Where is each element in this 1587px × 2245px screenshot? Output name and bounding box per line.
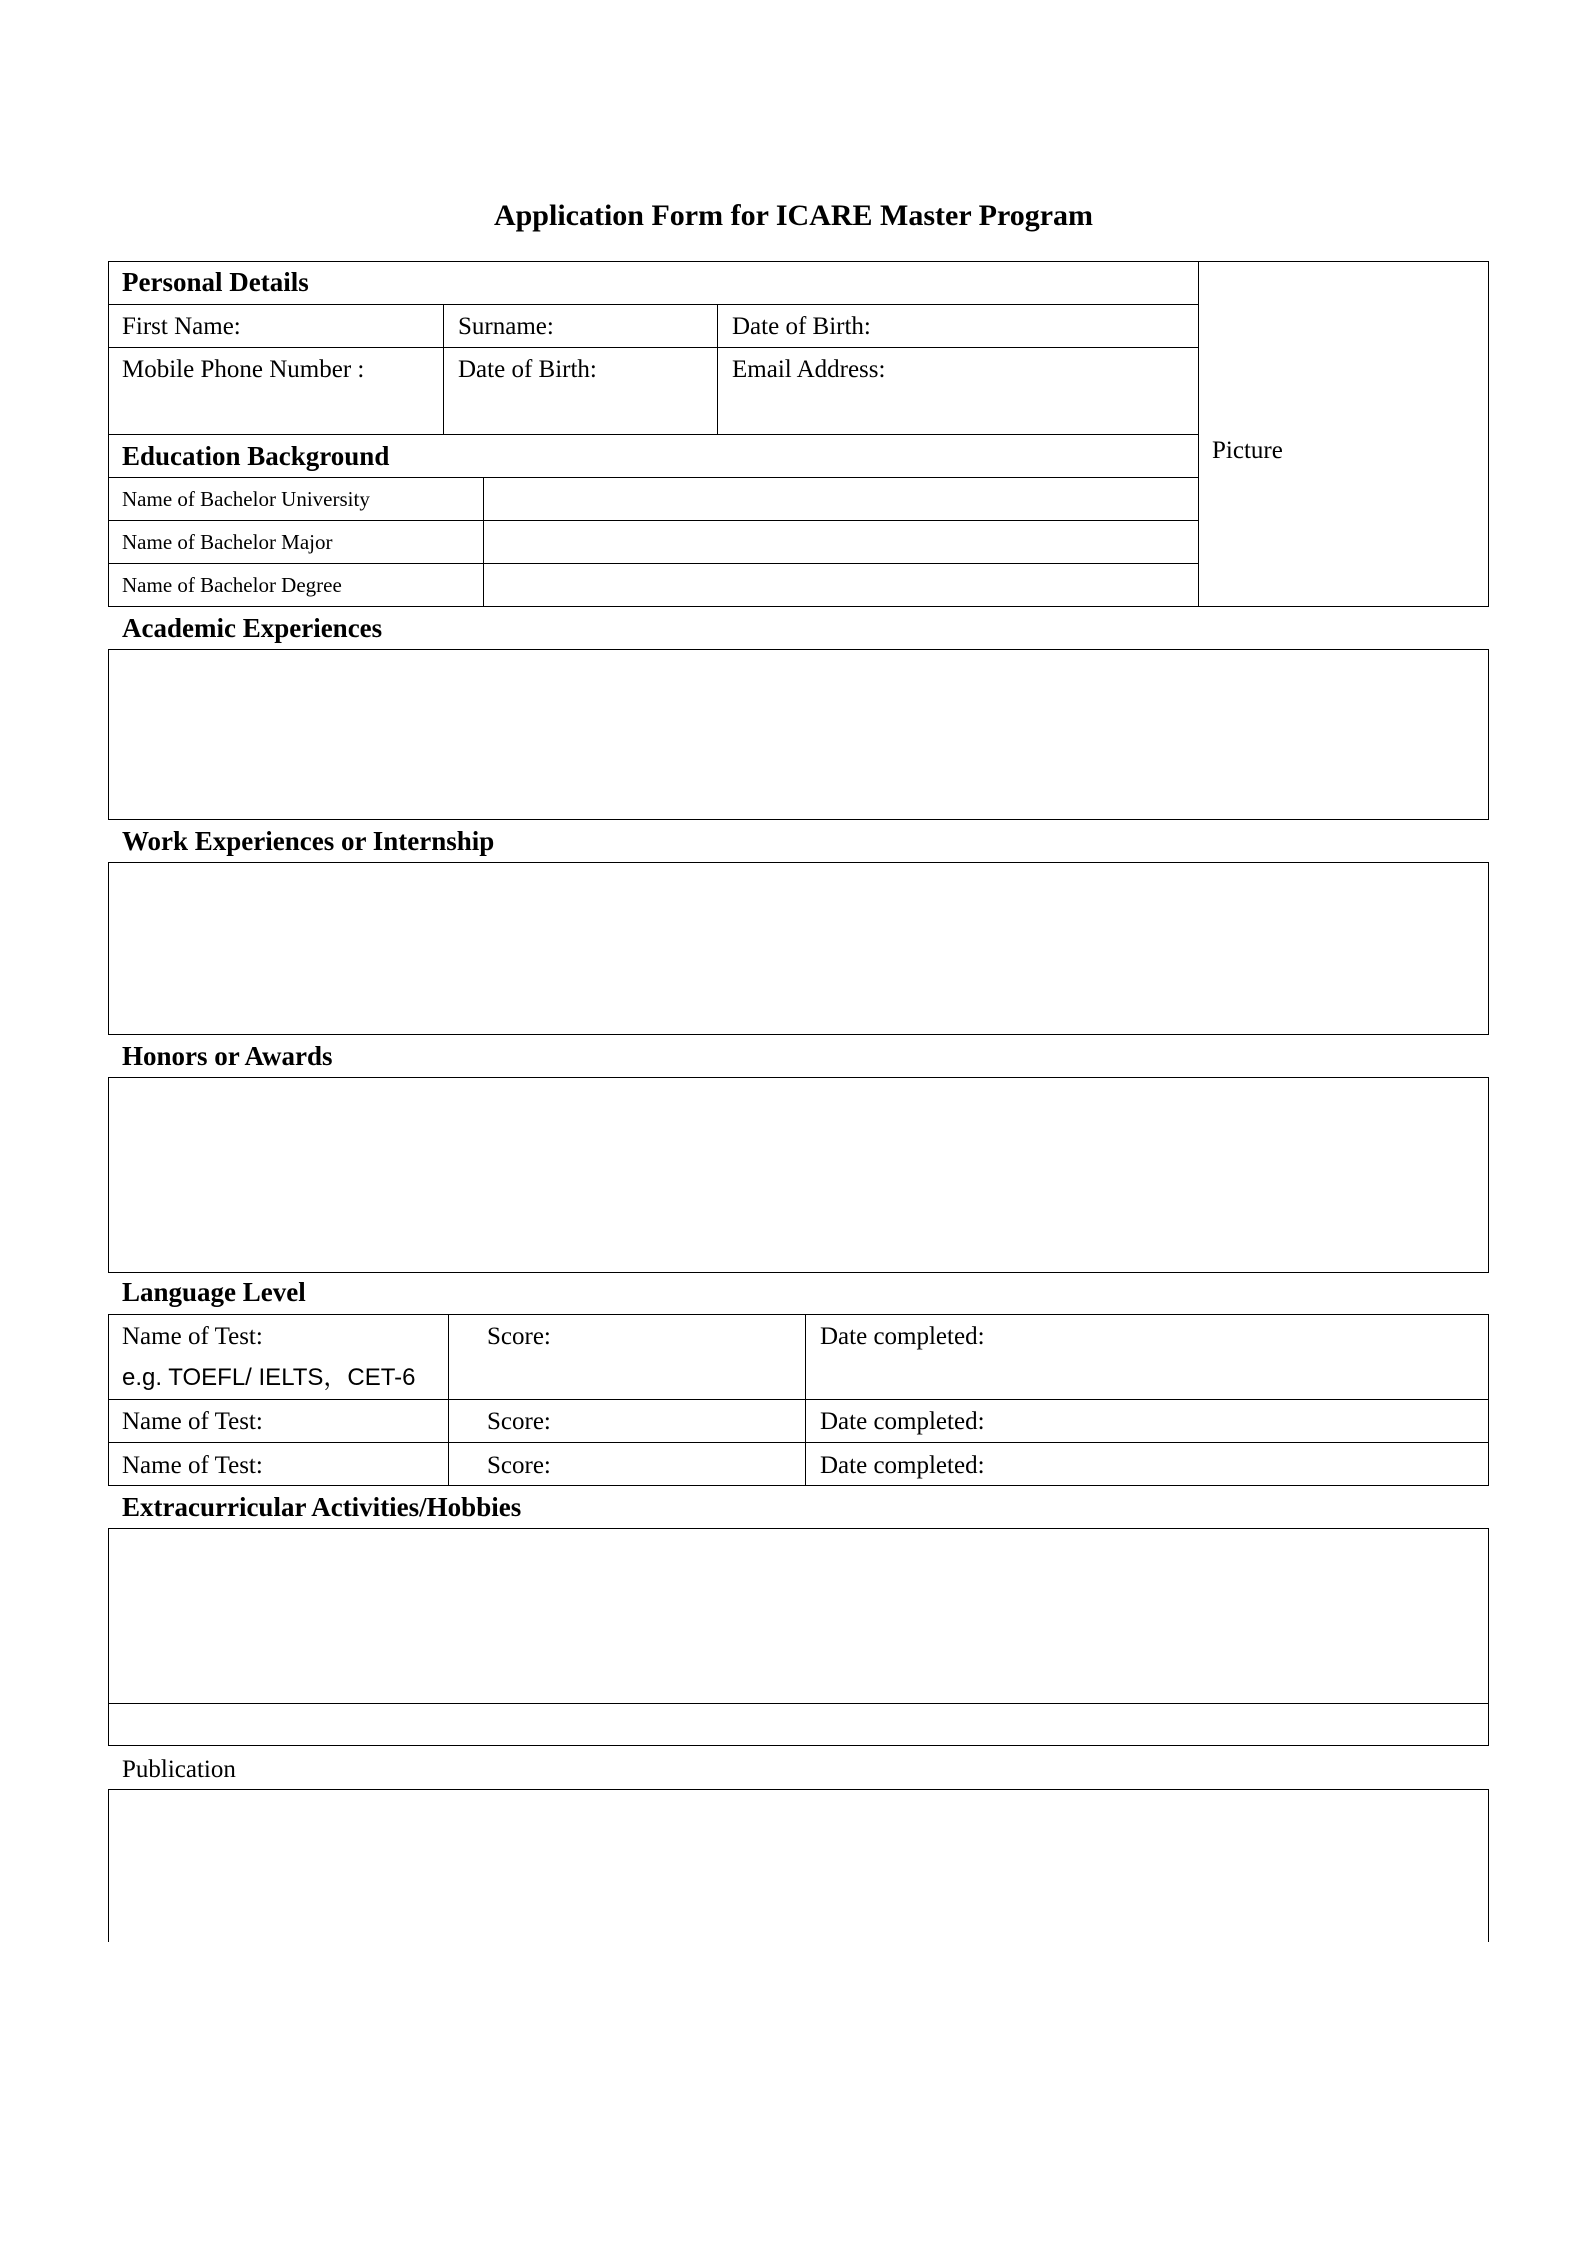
test-name-label-1: Name of Test: [122, 1323, 263, 1350]
date-of-birth-label-2: Date of Birth: [458, 356, 597, 383]
publication-field[interactable] [108, 1789, 1489, 1942]
test-name-label-2: Name of Test: [122, 1408, 263, 1435]
personal-details-heading: Personal Details [122, 267, 309, 297]
academic-experiences-heading: Academic Experiences [122, 613, 383, 643]
mobile-phone-label: Mobile Phone Number : [122, 356, 365, 383]
work-experiences-heading: Work Experiences or Internship [122, 826, 495, 856]
bachelor-major-label: Name of Bachelor Major [122, 530, 333, 554]
score-label-2: Score: [487, 1408, 551, 1435]
honors-awards-field[interactable] [108, 1077, 1489, 1273]
surname-label: Surname: [458, 313, 554, 340]
academic-experiences-field[interactable] [108, 649, 1489, 820]
publication-heading: Publication [122, 1756, 236, 1783]
bachelor-degree-label: Name of Bachelor Degree [122, 573, 342, 597]
work-experiences-field[interactable] [108, 862, 1489, 1035]
extracurricular-field[interactable] [108, 1528, 1489, 1746]
test-name-label-3: Name of Test: [122, 1452, 263, 1479]
date-completed-label-3: Date completed: [820, 1452, 985, 1479]
bachelor-major-field[interactable] [484, 521, 1198, 563]
honors-awards-heading: Honors or Awards [122, 1041, 333, 1071]
bachelor-degree-field[interactable] [484, 564, 1198, 606]
bachelor-university-field[interactable] [484, 478, 1198, 520]
education-background-heading: Education Background [122, 441, 390, 471]
date-of-birth-label: Date of Birth: [732, 313, 871, 340]
first-name-label: First Name: [122, 313, 241, 340]
picture-placeholder[interactable]: Picture [1212, 437, 1283, 464]
test-example-hint: e.g. TOEFL/ IELTS，CET-6 [122, 1364, 416, 1391]
extracurricular-divider [108, 1703, 1489, 1704]
extracurricular-heading: Extracurricular Activities/Hobbies [122, 1492, 522, 1522]
language-level-heading: Language Level [122, 1277, 306, 1307]
score-label-3: Score: [487, 1452, 551, 1479]
score-label-1: Score: [487, 1323, 551, 1350]
date-completed-label-1: Date completed: [820, 1323, 985, 1350]
form-title: Application Form for ICARE Master Program [493, 199, 1094, 232]
bachelor-university-label: Name of Bachelor University [122, 487, 370, 511]
date-completed-label-2: Date completed: [820, 1408, 985, 1435]
email-address-label: Email Address: [732, 356, 886, 383]
